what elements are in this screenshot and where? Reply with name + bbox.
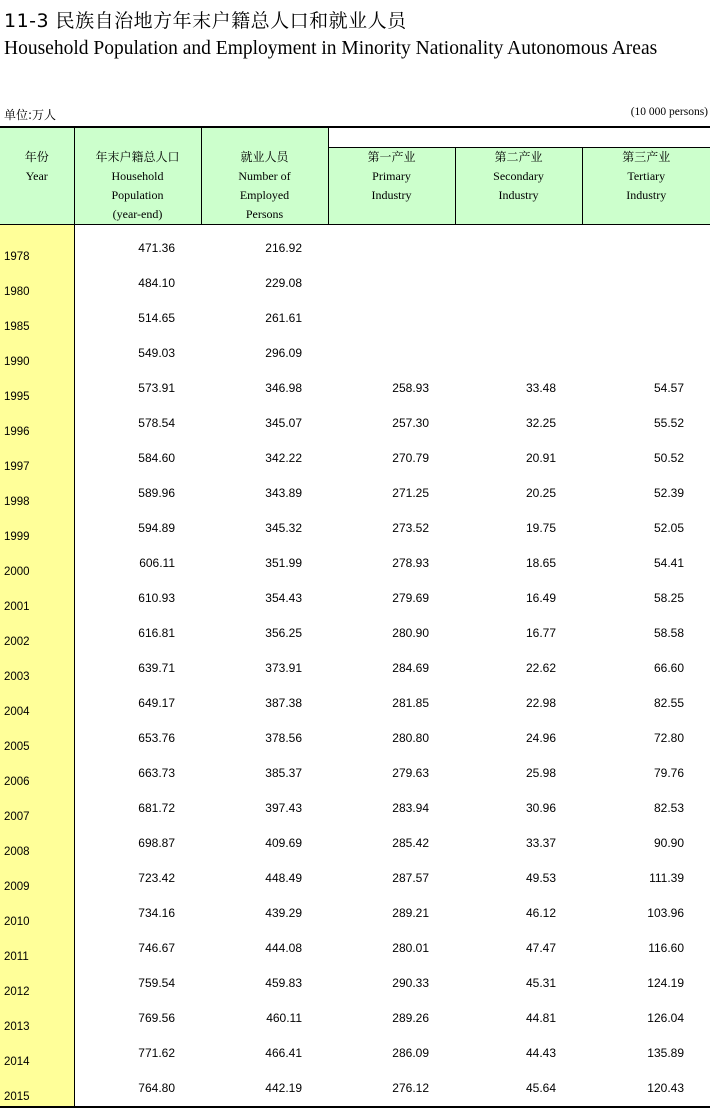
cell-employment: 466.41 bbox=[201, 1036, 328, 1071]
cell-population: 589.96 bbox=[74, 476, 201, 511]
cell-tertiary: 79.76 bbox=[582, 756, 710, 791]
cell-primary: 290.33 bbox=[328, 966, 455, 1001]
cell-population: 764.80 bbox=[74, 1071, 201, 1107]
cell-primary bbox=[328, 266, 455, 301]
cell-primary: 279.69 bbox=[328, 581, 455, 616]
cell-employment: 345.07 bbox=[201, 406, 328, 441]
header-employment-en-3: Persons bbox=[202, 205, 328, 224]
cell-year: 2007 bbox=[0, 791, 74, 826]
cell-primary: 287.57 bbox=[328, 861, 455, 896]
cell-employment: 261.61 bbox=[201, 301, 328, 336]
unit-label-english: (10 000 persons) bbox=[631, 106, 708, 118]
cell-tertiary bbox=[582, 266, 710, 301]
cell-year: 1996 bbox=[0, 406, 74, 441]
cell-population: 594.89 bbox=[74, 511, 201, 546]
table-row bbox=[0, 371, 710, 406]
cell-primary: 271.25 bbox=[328, 476, 455, 511]
cell-year: 1995 bbox=[0, 371, 74, 406]
cell-year: 1999 bbox=[0, 511, 74, 546]
cell-population: 698.87 bbox=[74, 826, 201, 861]
header-spacer bbox=[201, 127, 328, 148]
table-row bbox=[0, 966, 710, 1001]
table-row bbox=[0, 1036, 710, 1071]
cell-secondary: 44.43 bbox=[455, 1036, 582, 1071]
cell-year: 2015 bbox=[0, 1071, 74, 1107]
cell-employment: 397.43 bbox=[201, 791, 328, 826]
header-population-en-1: Household bbox=[75, 167, 201, 186]
cell-population: 769.56 bbox=[74, 1001, 201, 1036]
cell-primary: 289.21 bbox=[328, 896, 455, 931]
cell-population: 578.54 bbox=[74, 406, 201, 441]
cell-population: 549.03 bbox=[74, 336, 201, 371]
header-spacer bbox=[582, 127, 710, 148]
cell-tertiary: 52.39 bbox=[582, 476, 710, 511]
cell-tertiary: 135.89 bbox=[582, 1036, 710, 1071]
cell-primary bbox=[328, 336, 455, 371]
header-tertiary-en-1: Tertiary bbox=[583, 167, 710, 186]
cell-year: 1998 bbox=[0, 476, 74, 511]
cell-secondary: 22.62 bbox=[455, 651, 582, 686]
data-table bbox=[0, 126, 710, 1108]
cell-primary: 284.69 bbox=[328, 651, 455, 686]
table-row bbox=[0, 476, 710, 511]
header-population bbox=[74, 148, 201, 225]
table-row bbox=[0, 756, 710, 791]
cell-primary: 276.12 bbox=[328, 1071, 455, 1107]
cell-population: 610.93 bbox=[74, 581, 201, 616]
table-row bbox=[0, 336, 710, 371]
cell-tertiary: 120.43 bbox=[582, 1071, 710, 1107]
cell-employment: 229.08 bbox=[201, 266, 328, 301]
header-population-en-3: (year-end) bbox=[75, 205, 201, 224]
cell-tertiary bbox=[582, 336, 710, 371]
cell-primary: 283.94 bbox=[328, 791, 455, 826]
table-row bbox=[0, 511, 710, 546]
cell-year: 2011 bbox=[0, 931, 74, 966]
table-row bbox=[0, 224, 710, 266]
cell-tertiary: 116.60 bbox=[582, 931, 710, 966]
cell-population: 514.65 bbox=[74, 301, 201, 336]
table-row bbox=[0, 406, 710, 441]
table-body bbox=[0, 224, 710, 1107]
header-primary-en-2: Industry bbox=[329, 186, 455, 205]
header-employment-cn: 就业人员 bbox=[202, 148, 328, 167]
cell-primary: 281.85 bbox=[328, 686, 455, 721]
cell-tertiary: 111.39 bbox=[582, 861, 710, 896]
cell-secondary: 16.77 bbox=[455, 616, 582, 651]
cell-employment: 439.29 bbox=[201, 896, 328, 931]
cell-population: 616.81 bbox=[74, 616, 201, 651]
cell-employment: 459.83 bbox=[201, 966, 328, 1001]
table-row bbox=[0, 616, 710, 651]
cell-year: 2000 bbox=[0, 546, 74, 581]
header-year-cn: 年份 bbox=[0, 148, 74, 167]
cell-year: 2006 bbox=[0, 756, 74, 791]
cell-secondary: 45.31 bbox=[455, 966, 582, 1001]
table-row bbox=[0, 861, 710, 896]
table-row bbox=[0, 896, 710, 931]
header-year-en: Year bbox=[0, 167, 74, 186]
header-tertiary-cn: 第三产业 bbox=[583, 148, 710, 167]
cell-year: 1980 bbox=[0, 266, 74, 301]
cell-primary: 286.09 bbox=[328, 1036, 455, 1071]
cell-primary: 270.79 bbox=[328, 441, 455, 476]
table-row bbox=[0, 651, 710, 686]
cell-year: 2004 bbox=[0, 686, 74, 721]
cell-secondary: 16.49 bbox=[455, 581, 582, 616]
cell-year: 1997 bbox=[0, 441, 74, 476]
cell-population: 573.91 bbox=[74, 371, 201, 406]
table-row bbox=[0, 931, 710, 966]
header-primary-en-1: Primary bbox=[329, 167, 455, 186]
cell-tertiary: 54.41 bbox=[582, 546, 710, 581]
cell-tertiary: 124.19 bbox=[582, 966, 710, 1001]
cell-primary bbox=[328, 224, 455, 266]
cell-secondary: 32.25 bbox=[455, 406, 582, 441]
unit-label-chinese: 单位:万人 bbox=[4, 106, 56, 123]
cell-population: 771.62 bbox=[74, 1036, 201, 1071]
cell-employment: 345.32 bbox=[201, 511, 328, 546]
cell-primary: 258.93 bbox=[328, 371, 455, 406]
cell-primary: 280.90 bbox=[328, 616, 455, 651]
header-year bbox=[0, 148, 74, 225]
header-primary-cn: 第一产业 bbox=[329, 148, 455, 167]
table-row bbox=[0, 686, 710, 721]
cell-employment: 444.08 bbox=[201, 931, 328, 966]
cell-tertiary: 126.04 bbox=[582, 1001, 710, 1036]
cell-year: 2001 bbox=[0, 581, 74, 616]
cell-tertiary bbox=[582, 224, 710, 266]
table-row bbox=[0, 266, 710, 301]
header-primary bbox=[328, 148, 455, 225]
header-secondary-cn: 第二产业 bbox=[456, 148, 582, 167]
cell-secondary: 46.12 bbox=[455, 896, 582, 931]
cell-tertiary: 54.57 bbox=[582, 371, 710, 406]
cell-year: 2009 bbox=[0, 861, 74, 896]
cell-population: 723.42 bbox=[74, 861, 201, 896]
cell-secondary: 44.81 bbox=[455, 1001, 582, 1036]
cell-secondary: 18.65 bbox=[455, 546, 582, 581]
cell-employment: 216.92 bbox=[201, 224, 328, 266]
header-population-cn: 年末户籍总人口 bbox=[75, 148, 201, 167]
header-employment bbox=[201, 148, 328, 225]
cell-year: 2010 bbox=[0, 896, 74, 931]
cell-population: 471.36 bbox=[74, 224, 201, 266]
cell-tertiary: 55.52 bbox=[582, 406, 710, 441]
cell-employment: 343.89 bbox=[201, 476, 328, 511]
cell-tertiary bbox=[582, 301, 710, 336]
cell-employment: 387.38 bbox=[201, 686, 328, 721]
cell-tertiary: 52.05 bbox=[582, 511, 710, 546]
cell-tertiary: 58.58 bbox=[582, 616, 710, 651]
header-tertiary-en-2: Industry bbox=[583, 186, 710, 205]
cell-secondary: 45.64 bbox=[455, 1071, 582, 1107]
header-population-en-2: Population bbox=[75, 186, 201, 205]
cell-secondary: 20.25 bbox=[455, 476, 582, 511]
cell-secondary: 25.98 bbox=[455, 756, 582, 791]
header-secondary-en-1: Secondary bbox=[456, 167, 582, 186]
header-secondary-en-2: Industry bbox=[456, 186, 582, 205]
cell-population: 649.17 bbox=[74, 686, 201, 721]
cell-secondary: 22.98 bbox=[455, 686, 582, 721]
cell-year: 2003 bbox=[0, 651, 74, 686]
cell-primary: 280.80 bbox=[328, 721, 455, 756]
cell-population: 746.67 bbox=[74, 931, 201, 966]
cell-tertiary: 50.52 bbox=[582, 441, 710, 476]
cell-secondary bbox=[455, 224, 582, 266]
cell-primary bbox=[328, 301, 455, 336]
page-title-english: Household Population and Employment in Minority Nationality Autonomous Areas bbox=[4, 38, 657, 60]
table-row bbox=[0, 791, 710, 826]
cell-population: 663.73 bbox=[74, 756, 201, 791]
cell-year: 2014 bbox=[0, 1036, 74, 1071]
table-row bbox=[0, 1071, 710, 1107]
cell-secondary bbox=[455, 336, 582, 371]
cell-population: 606.11 bbox=[74, 546, 201, 581]
table-row bbox=[0, 826, 710, 861]
cell-employment: 351.99 bbox=[201, 546, 328, 581]
cell-employment: 409.69 bbox=[201, 826, 328, 861]
header-employment-en-2: Employed bbox=[202, 186, 328, 205]
cell-employment: 378.56 bbox=[201, 721, 328, 756]
table-row bbox=[0, 1001, 710, 1036]
cell-year: 1990 bbox=[0, 336, 74, 371]
table-row bbox=[0, 546, 710, 581]
cell-tertiary: 66.60 bbox=[582, 651, 710, 686]
table-row bbox=[0, 301, 710, 336]
cell-secondary: 24.96 bbox=[455, 721, 582, 756]
cell-employment: 342.22 bbox=[201, 441, 328, 476]
cell-employment: 442.19 bbox=[201, 1071, 328, 1107]
cell-secondary bbox=[455, 301, 582, 336]
cell-employment: 448.49 bbox=[201, 861, 328, 896]
header-spacer bbox=[0, 127, 74, 148]
header-spacer bbox=[328, 127, 455, 148]
cell-year: 2008 bbox=[0, 826, 74, 861]
cell-primary: 273.52 bbox=[328, 511, 455, 546]
table-row bbox=[0, 441, 710, 476]
cell-tertiary: 82.55 bbox=[582, 686, 710, 721]
cell-population: 734.16 bbox=[74, 896, 201, 931]
cell-tertiary: 72.80 bbox=[582, 721, 710, 756]
cell-tertiary: 103.96 bbox=[582, 896, 710, 931]
cell-primary: 279.63 bbox=[328, 756, 455, 791]
cell-secondary: 33.48 bbox=[455, 371, 582, 406]
cell-year: 1985 bbox=[0, 301, 74, 336]
cell-secondary: 33.37 bbox=[455, 826, 582, 861]
cell-employment: 356.25 bbox=[201, 616, 328, 651]
cell-primary: 257.30 bbox=[328, 406, 455, 441]
cell-secondary: 49.53 bbox=[455, 861, 582, 896]
header-employment-en-1: Number of bbox=[202, 167, 328, 186]
cell-year: 2005 bbox=[0, 721, 74, 756]
cell-secondary bbox=[455, 266, 582, 301]
table-row bbox=[0, 581, 710, 616]
cell-tertiary: 82.53 bbox=[582, 791, 710, 826]
cell-population: 653.76 bbox=[74, 721, 201, 756]
cell-primary: 280.01 bbox=[328, 931, 455, 966]
header-tertiary bbox=[582, 148, 710, 225]
cell-primary: 285.42 bbox=[328, 826, 455, 861]
cell-secondary: 30.96 bbox=[455, 791, 582, 826]
cell-population: 584.60 bbox=[74, 441, 201, 476]
header-spacer bbox=[455, 127, 582, 148]
cell-employment: 354.43 bbox=[201, 581, 328, 616]
cell-employment: 460.11 bbox=[201, 1001, 328, 1036]
cell-year: 2013 bbox=[0, 1001, 74, 1036]
cell-tertiary: 58.25 bbox=[582, 581, 710, 616]
cell-secondary: 20.91 bbox=[455, 441, 582, 476]
cell-population: 484.10 bbox=[74, 266, 201, 301]
cell-primary: 289.26 bbox=[328, 1001, 455, 1036]
cell-secondary: 19.75 bbox=[455, 511, 582, 546]
cell-primary: 278.93 bbox=[328, 546, 455, 581]
cell-year: 2012 bbox=[0, 966, 74, 1001]
page-title-chinese: 11-3 民族自治地方年末户籍总人口和就业人员 bbox=[4, 6, 407, 33]
cell-employment: 385.37 bbox=[201, 756, 328, 791]
cell-tertiary: 90.90 bbox=[582, 826, 710, 861]
cell-population: 759.54 bbox=[74, 966, 201, 1001]
cell-year: 1978 bbox=[0, 224, 74, 266]
cell-secondary: 47.47 bbox=[455, 931, 582, 966]
cell-population: 681.72 bbox=[74, 791, 201, 826]
cell-employment: 346.98 bbox=[201, 371, 328, 406]
cell-year: 2002 bbox=[0, 616, 74, 651]
header-spacer bbox=[74, 127, 201, 148]
cell-population: 639.71 bbox=[74, 651, 201, 686]
cell-employment: 296.09 bbox=[201, 336, 328, 371]
table-row bbox=[0, 721, 710, 756]
header-secondary bbox=[455, 148, 582, 225]
cell-employment: 373.91 bbox=[201, 651, 328, 686]
